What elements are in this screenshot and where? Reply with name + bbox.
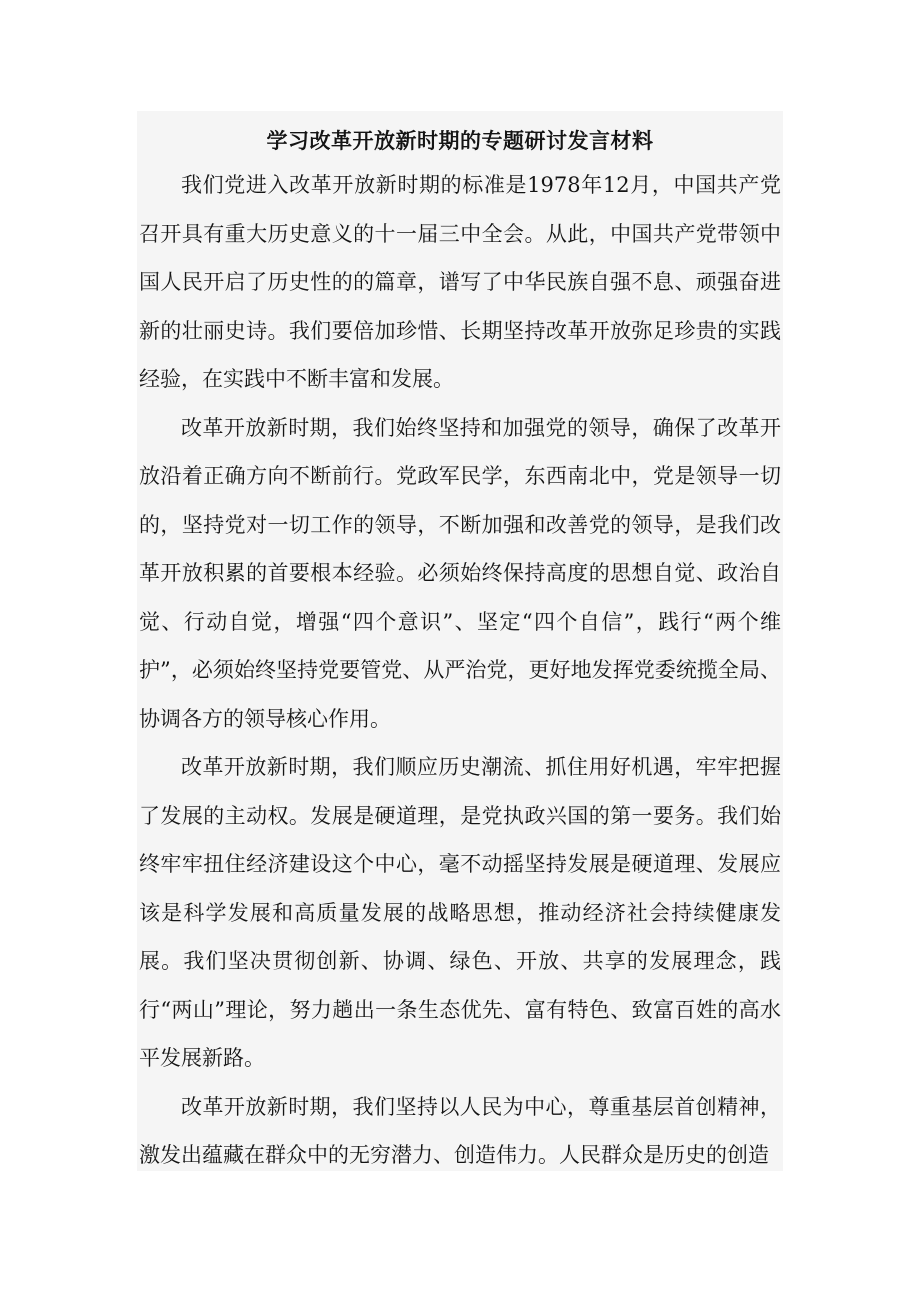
paragraph-1: 我们党进入改革开放新时期的标准是1978年12月，中国共产党召开具有重大历史意义的十一届三中全会。从此，中国共产党带领中国人民开启了历史性的的篇章，谱写了中华民族自强不息、顽强奋进新的壮丽史诗。我们要倍加珍惜、长期坚持改革开放弥足珍贵的实践经验，在实践中不断丰富和发展。	[139, 173, 781, 391]
document-title: 学习改革开放新时期的专题研讨发言材料	[266, 128, 654, 153]
paragraph-4: 改革开放新时期，我们坚持以人民为中心，尊重基层首创精神，激发出蕴藏在群众中的无穷潜力、创造伟力。人民群众是历史的创造	[139, 1094, 781, 1167]
paragraph-2: 改革开放新时期，我们始终坚持和加强党的领导，确保了改革开放沿着正确方向不断前行。党政军民学，东西南北中，党是领导一切的，坚持党对一切工作的领导，不断加强和改善党的领导，是我们改革开放积累的首要根本经验。必须始终保持高度的思想自觉、政治自觉、行动自觉，增强“四个意识”、坚定“四个自信”，践行“两个维护”，必须始终坚持党要管党、从严治党，更好地发挥党委统揽全局、协调各方的领导核心作用。	[139, 415, 781, 731]
paragraph-3: 改革开放新时期，我们顺应历史潮流、抓住用好机遇，牢牢把握了发展的主动权。发展是硬道理，是党执政兴国的第一要务。我们始终牢牢扭住经济建设这个中心，毫不动摇坚持发展是硬道理、发展应该是科学发展和高质量发展的战略思想，推动经济社会持续健康发展。我们坚决贯彻创新、协调、绿色、开放、共享的发展理念，践行“两山”理论，努力趟出一条生态优先、富有特色、致富百姓的高水平发展新路。	[139, 755, 781, 1070]
document-page	[137, 111, 783, 1171]
